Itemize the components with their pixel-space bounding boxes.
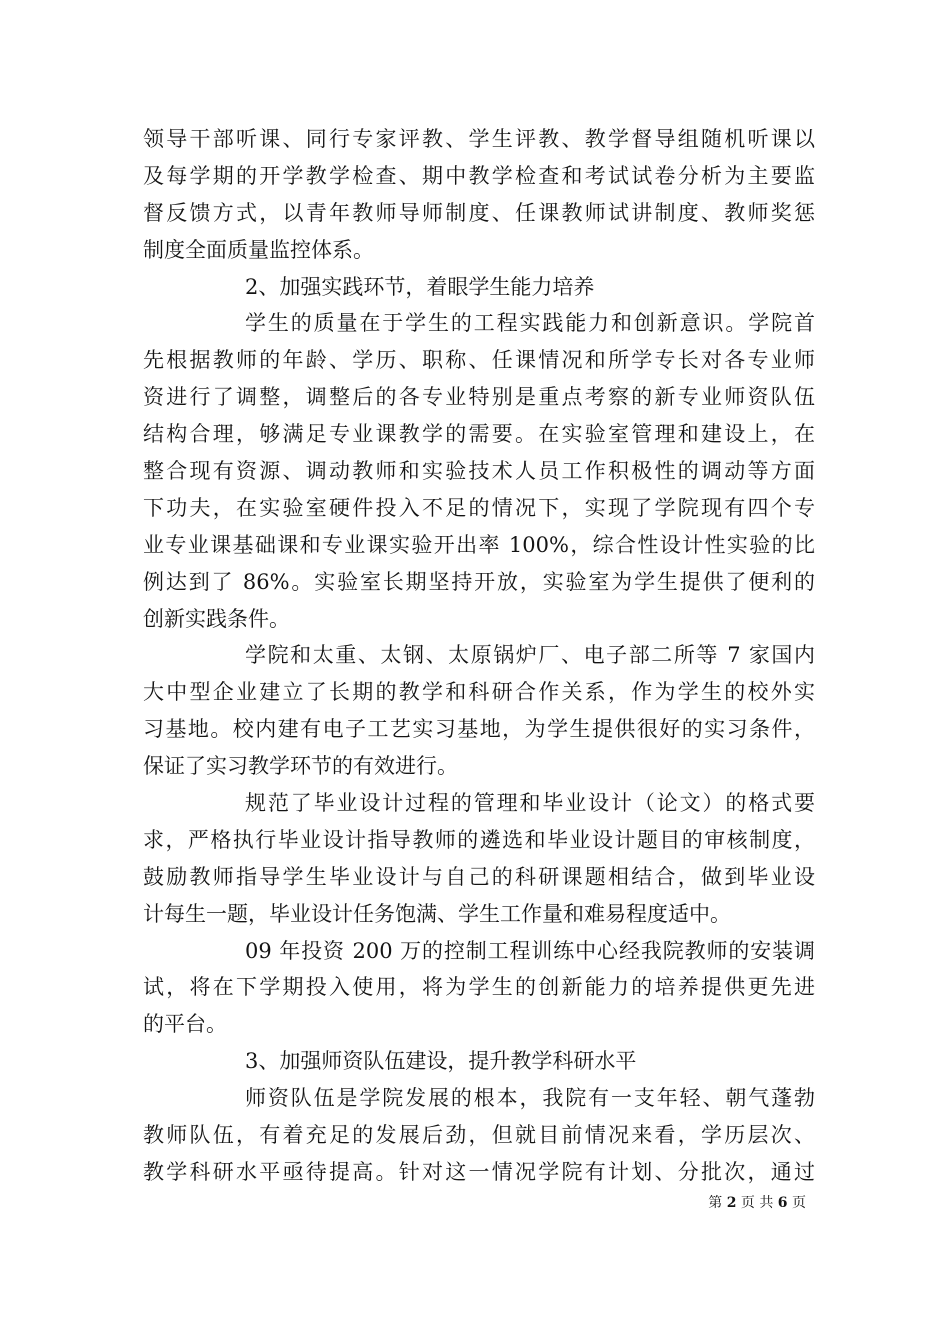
paragraph xyxy=(143,933,815,1044)
document-body xyxy=(143,121,815,1191)
text-line: 资进行了调整，调整后的各专业特别是重点考察的新专业师资队伍 xyxy=(143,385,815,410)
text-line: 学院和太重、太钢、太原锅炉厂、电子部二所等 7 家国内 xyxy=(245,643,815,668)
text-line: 大中型企业建立了长期的教学和科研合作关系，作为学生的校外实 xyxy=(143,680,815,705)
text-line: 师资队伍是学院发展的根本，我院有一支年轻、朝气蓬勃 xyxy=(245,1086,815,1111)
text-line: 计每生一题，毕业设计任务饱满、学生工作量和难易程度适中。 xyxy=(143,901,731,926)
paragraph xyxy=(143,637,815,785)
section-heading xyxy=(143,1043,815,1080)
text-line: 鼓励教师指导学生毕业设计与自己的科研课题相结合，做到毕业设 xyxy=(143,864,815,889)
text-line: 结构合理，够满足专业课教学的需要。在实验室管理和建设上，在 xyxy=(143,422,815,447)
heading-text: 2、加强实践环节，着眼学生能力培养 xyxy=(245,274,595,299)
text-line: 保证了实习教学环节的有效进行。 xyxy=(143,754,458,779)
text-line: 教师队伍，有着充足的发展后劲，但就目前情况来看，学历层次、 xyxy=(143,1123,815,1148)
total-page-count: 6 xyxy=(777,1195,788,1211)
paragraph xyxy=(143,1080,815,1191)
text-line: 09 年投资 200 万的控制工程训练中心经我院教师的安装调 xyxy=(245,938,815,963)
text-line: 试，将在下学期投入使用，将为学生的创新能力的培养提供更先进 xyxy=(143,975,815,1000)
text-line: 先根据教师的年龄、学历、职称、任课情况和所学专长对各专业师 xyxy=(143,348,815,373)
text-line: 学生的质量在于学生的工程实践能力和创新意识。学院首 xyxy=(245,311,815,336)
paragraph xyxy=(143,785,815,933)
text-line: 例达到了 86%。实验室长期坚持开放，实验室为学生提供了便利的 xyxy=(143,569,815,594)
footer-middle: 页 共 xyxy=(740,1195,774,1211)
text-line: 领导干部听课、同行专家评教、学生评教、教学督导组随机听课以 xyxy=(143,127,815,151)
text-line: 整合现有资源、调动教师和实验技术人员工作积极性的调动等方面 xyxy=(143,459,815,484)
paragraph xyxy=(143,305,815,637)
text-line: 督反馈方式，以青年教师导师制度、任课教师试讲制度、教师奖惩 xyxy=(143,200,815,225)
text-line: 及每学期的开学教学检查、期中教学检查和考试试卷分析为主要监 xyxy=(143,163,815,188)
footer-prefix: 第 xyxy=(708,1195,723,1211)
text-line: 教学科研水平亟待提高。针对这一情况学院有计划、分批次，通过 xyxy=(143,1159,815,1184)
text-line: 习基地。校内建有电子工艺实习基地，为学生提供很好的实习条件， xyxy=(143,717,815,742)
current-page-number: 2 xyxy=(726,1195,737,1211)
section-heading xyxy=(143,269,815,306)
text-line: 制度全面质量监控体系。 xyxy=(143,237,374,262)
footer-suffix: 页 xyxy=(792,1195,806,1211)
text-line: 求，严格执行毕业设计指导教师的遴选和毕业设计题目的审核制度， xyxy=(143,827,815,852)
text-line: 的平台。 xyxy=(143,1012,227,1037)
text-line: 规范了毕业设计过程的管理和毕业设计（论文）的格式要 xyxy=(245,791,815,816)
page-number-footer xyxy=(708,1192,806,1214)
text-line: 创新实践条件。 xyxy=(143,606,290,631)
text-line: 下功夫，在实验室硬件投入不足的情况下，实现了学院现有四个专 xyxy=(143,495,815,520)
paragraph xyxy=(143,121,815,269)
heading-text: 3、加强师资队伍建设，提升教学科研水平 xyxy=(245,1049,637,1074)
text-line: 业专业课基础课和专业课实验开出率 100%，综合性设计性实验的比 xyxy=(143,532,815,557)
